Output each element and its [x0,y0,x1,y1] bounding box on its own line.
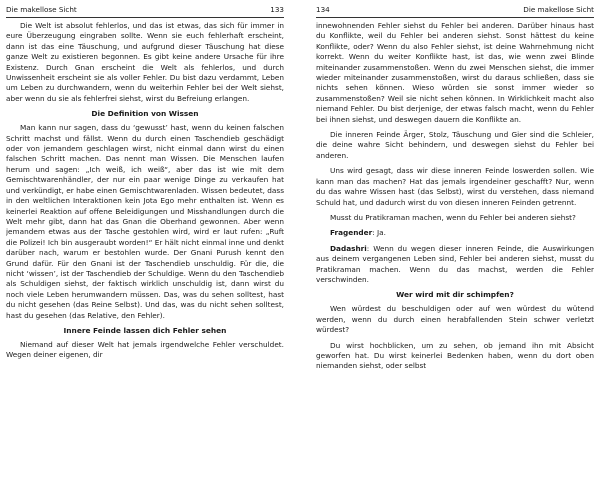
section-heading: Die Definition von Wissen [91,109,199,119]
paragraph: Die inneren Feinde Ärger, Stolz, Täuschung und Gier sind die Schleier, die deine wahre Sicht behindern, und deswegen siehst du Fehler bei anderen. [316,130,594,160]
paragraph: Wen würdest du beschuldigen oder auf wen würdest du wütend werden, wenn du durch einen herabfallenden Stein schwer verletzt würdest? [316,304,594,335]
paragraph: Musst du Pratikraman machen, wenn du Fehler bei anderen siehst? [330,212,576,222]
speaker-label: Fragender [330,228,373,238]
paragraph: Niemand auf dieser Welt hat jemals irgendwelche Fehler verschuldet. Wegen deiner eigenen, dir [6,339,284,360]
paragraph: innewohnenden Fehler siehst du Fehler bei anderen. Darüber hinaus hast du Konflikte, weil du Fehler bei anderen siehst. Sonst hättest du keine Konflikte, oder? Wenn du also Fehler siehst, ist deine Wahrnehmung nicht korrekt. Wenn du weiter Konflikte hast, ist das, wie wenn zwei Blinde miteinander zusammenstoßen. Wenn du zwei Menschen siehst, die immer wieder miteinander zusammenstoßen, wirst du daraus schließen, dass sie nichts sehen können. Wieso würden sie sonst immer wieder so zusammenstoßen? Weil sie nicht sehen können. In Wirklichkeit macht also niemand Fehler. Du bist derjenige, der etwas falsch macht, wenn du Fehler bei ihnen siehst, und deswegen dauern die Konflikte an. [316,21,594,124]
paragraph: Uns wird gesagt, dass wir diese inneren Feinde loswerden sollen. Wie kann man das machen? Hat das jemals irgendeiner geschafft? Nur, wenn du das wahre Wissen hast (das Selbst), wirst du verstehen, dass niemand Schuld hat, und dadurch wirst du von diesen inneren Feinden getrennt. [316,166,594,207]
dialogue-text: : Wenn du wegen dieser inneren Feinde, die Auswirkungen aus deinem vergangenen Leben sind, Fehler bei anderen siehst, musst du Pratikraman machen. Wenn du das machst, werden die Fehler verschwinden. [316,243,594,284]
section-heading: Innere Feinde lassen dich Fehler sehen [63,325,227,335]
dialogue-answer [316,244,594,286]
page-body [316,21,594,372]
paragraph: Man kann nur sagen, dass du ‘gewusst’ hast, wenn du keinen falschen Schritt machst und fällst. Wenn du durch einen Taschendieb geschädigt oder von jemandem geschlagen wirst, nicht einmal dann wirst du einen falschen Schritt machen. Das nennt man Wissen. Die Menschen laufen herum und sagen: „Ich weiß, ich weiß“, aber das ist wie mit dem Gemischtwarenhändler, der nur ein paar wenige Dinge zu verkaufen hat und verkündigt, er habe einen Gemischtwarenladen. Wissen bedeutet, dass in den weltlichen Interaktionen kein Jota Ego mehr enthalten ist. Wenn es keinerlei Reaktion auf offene Beleidigungen und Misshandlungen durch die Welt mehr gibt, dann hat das Gnan die Oberhand gewonnen. Aber wenn jemandem etwas aus der Tasche gestohlen wird, wird er laut rufen: „Ruft die Polizei! Ich bin ausgeraubt worden!“ Er hält nicht einmal inne und denkt darüber nach, warum er bestohlen wurde. Der Gnani Purush kennt den Grund dafür. Für den Gnani ist der Taschendieb unschuldig. Für die, die nicht ‘wissen’, ist der Taschendieb der Schuldige. Wenn du den Taschendieb als Schuldigen siehst, der faktisch wirklich unschuldig ist, dann wirst du noch viele Leben herumwandern müssen. Das, was du sehen solltest, hast du nicht gesehen (das Reine Selbst). Und das, was du nicht sehen solltest, hast du gesehen (das Relative, den Fehler). [6,123,284,320]
dialogue-text: : Ja. [372,228,386,238]
page-number: 134 [316,5,330,14]
running-head [6,4,284,18]
paragraph: Die Welt ist absolut fehlerlos, und das ist etwas, das sich für immer in eure Überzeugung eingraben sollte. Wenn sie euch fehlerhaft erscheint, dann ist das eine Täuschung, und aufgrund dieser Täuschung hat diese ganze Welt zu existieren begonnen. Es gibt keine andere Ursache für ihre Existenz. Durch Gnan erscheint die Welt als fehlerlos, und durch Unwissenheit erscheint sie als voller Fehler. Du bist dazu verdammt, Leben um Leben zu durchwandern, wenn du weiterhin Fehler bei der Welt siehst, aber wenn du sie als fehlerfrei siehst, wirst du Befreiung erlangen. [6,21,284,103]
right-page [316,0,594,485]
paragraph: Du wirst hochblicken, um zu sehen, ob jemand ihn mit Absicht geworfen hat. Du wirst keinerlei Bedenken haben, wenn du dort oben niemanden siehst, oder selbst [316,340,594,371]
page-body [6,21,284,361]
left-page [6,0,284,485]
running-head [316,4,594,18]
page-number: 133 [270,5,284,14]
speaker-label: Dadashri [330,243,367,253]
section-heading: Wer wird mit dir schimpfen? [396,290,514,300]
dialogue-question [316,228,594,238]
running-title: Die makellose Sicht [523,5,594,14]
running-title: Die makellose Sicht [6,5,77,14]
